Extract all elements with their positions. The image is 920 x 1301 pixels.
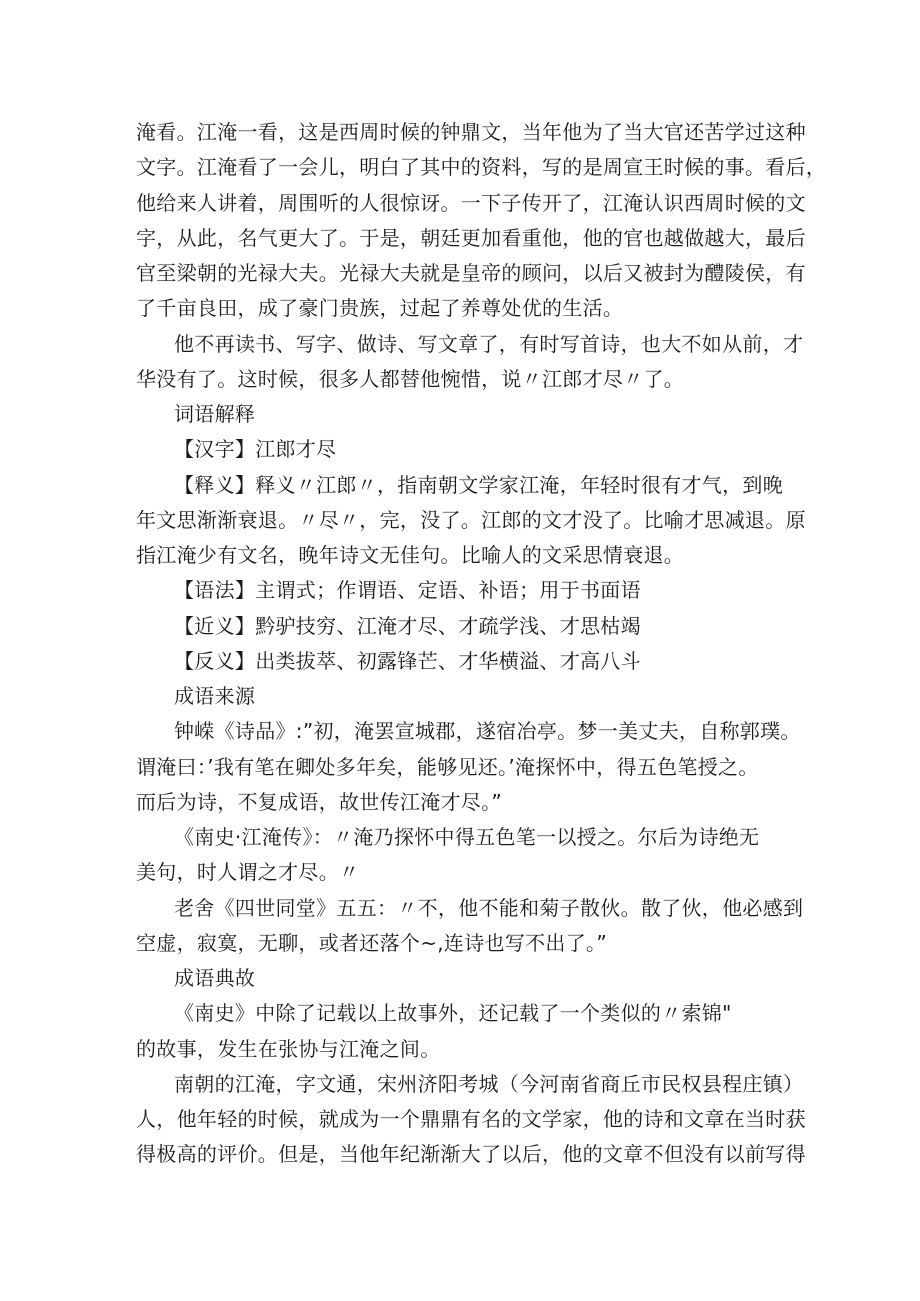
text-line: 指江淹少有文名，晚年诗文无佳句。比喻人的文采思情衰退。 bbox=[136, 543, 685, 567]
text-line: 而后为诗，不复成语，故世传江淹才尽。” bbox=[136, 790, 503, 814]
text-line: 【释义】释义〃江郎〃，指南朝文学家江淹，年轻时很有才气，到晚 bbox=[174, 473, 783, 497]
section-heading: 词语解释 bbox=[174, 402, 256, 426]
text-line: 美句，时人谓之才尽。〃 bbox=[136, 860, 360, 884]
text-line: 淹看。江淹一看，这是西周时候的钟鼎文，当年他为了当大官还苦学过这种 bbox=[136, 120, 806, 144]
text-line: 南朝的江淹，字文通，宋州济阳考城（今河南省商丘市民权县程庄镇） bbox=[174, 1072, 804, 1096]
section-heading: 成语典故 bbox=[174, 966, 256, 990]
text-line: 【汉字】江郎才尽 bbox=[174, 437, 337, 461]
text-line: 人，他年轻的时候，就成为一个鼎鼎有名的文学家，他的诗和文章在当时获 bbox=[136, 1107, 806, 1131]
text-line: 《南史·江淹传》：〃淹乃探怀中得五色笔一以授之。尔后为诗绝无 bbox=[174, 825, 760, 849]
text-line: 【近义】黔驴技穷、江淹才尽、才疏学浅、才思枯竭 bbox=[174, 614, 641, 638]
text-line: 了千亩良田，成了豪门贵族，过起了养尊处优的生活。 bbox=[136, 296, 624, 320]
text-line: 得极高的评价。但是，当他年纪渐渐大了以后，他的文章不但没有以前写得 bbox=[136, 1142, 806, 1166]
text-line: 空虚，寂寞，无聊，或者还落个~,连诗也写不出了。” bbox=[136, 931, 607, 955]
text-line: 他不再读书、写字、做诗、写文章了，有时写首诗，也大不如从前，才 bbox=[174, 332, 804, 356]
text-line: 字，从此，名气更大了。于是，朝廷更加看重他，他的官也越做越大，最后 bbox=[136, 226, 806, 250]
text-line: 【语法】主谓式；作谓语、定语、补语；用于书面语 bbox=[174, 578, 641, 602]
section-heading: 成语来源 bbox=[174, 684, 256, 708]
text-line: 文字。江淹看了一会儿，明白了其中的资料，写的是周宣王时候的事。看后， bbox=[136, 155, 827, 179]
text-line: 华没有了。这时候，很多人都替他惋惜，说〃江郎才尽〃了。 bbox=[136, 367, 685, 391]
text-line: 官至梁朝的光禄大夫。光禄大夫就是皇帝的顾问，以后又被封为醴陵侯，有 bbox=[136, 261, 806, 285]
text-line: 钟嵘《诗品》:”初，淹罢宣城郡，遂宿冶亭。梦一美丈夫，自称郭璞。 bbox=[174, 719, 801, 743]
text-line: 谓淹曰：’我有笔在卿处多年矣，能够见还。’淹探怀中，得五色笔授之。 bbox=[136, 755, 759, 779]
text-line: 的故事，发生在张协与江淹之间。 bbox=[136, 1037, 441, 1061]
text-line: 【反义】出类拔萃、初露锋芒、才华横溢、才高八斗 bbox=[174, 649, 641, 673]
text-line: 年文思渐渐衰退。〃尽〃，完，没了。江郎的文才没了。比喻才思减退。原 bbox=[136, 508, 806, 532]
text-line: 他给来人讲着，周围听的人很惊讶。一下子传开了，江淹认识西周时候的文 bbox=[136, 191, 806, 215]
text-line: 《南史》中除了记载以上故事外，还记载了一个类似的〃索锦" bbox=[174, 1001, 732, 1025]
text-line: 老舍《四世同堂》五五：〃不，他不能和菊子散伙。散了伙，他必感到 bbox=[174, 896, 804, 920]
